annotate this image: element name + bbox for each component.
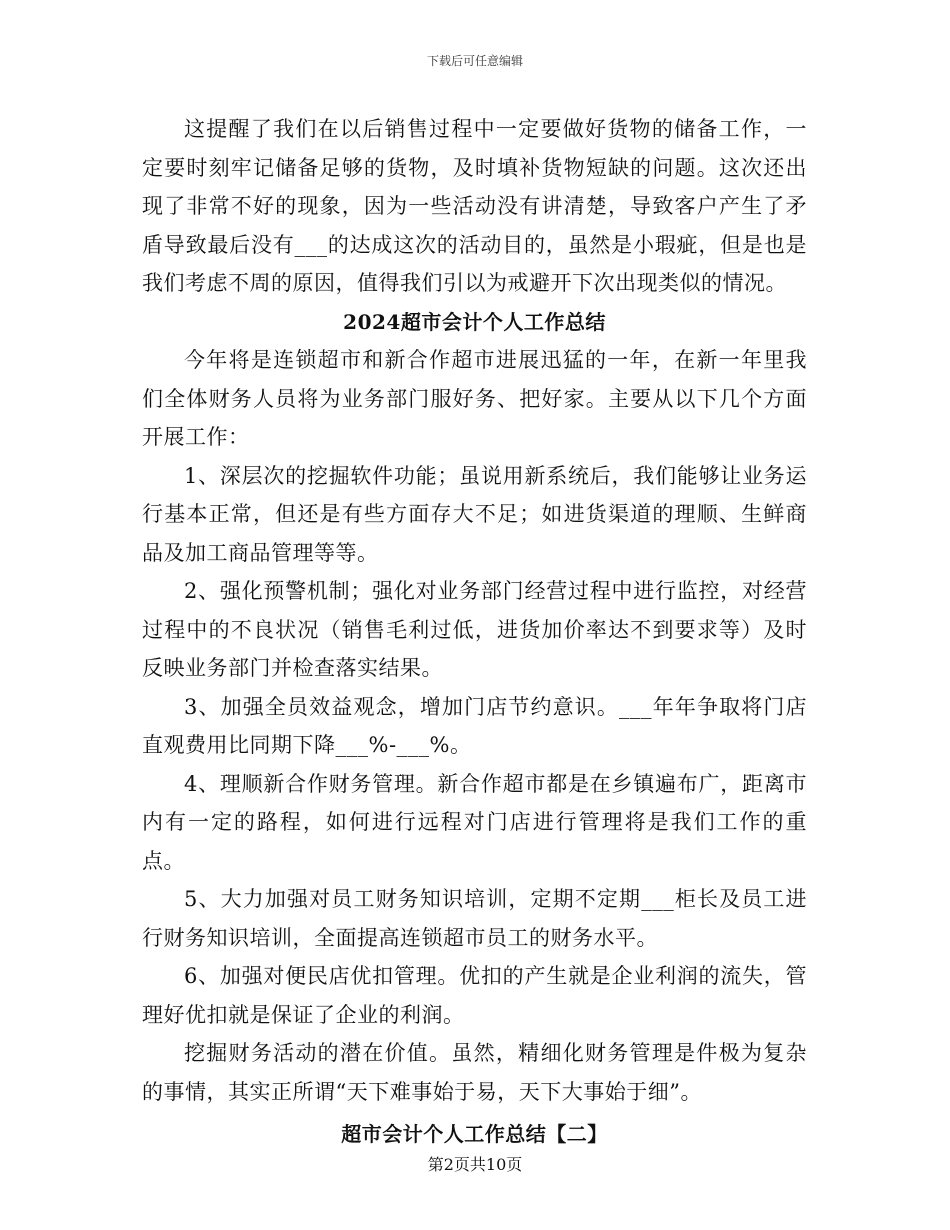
paragraph-conclusion: 挖掘财务活动的潜在价值。虽然，精细化财务管理是件极为复杂的事情，其实正所谓“天下难事始于易，天下大事始于细”。 xyxy=(142,1041,807,1104)
list-item-4: 4、理顺新合作财务管理。新合作超市都是在乡镇遍布广，距离市内有一定的路程，如何进行远程对门店进行管理将是我们工作的重点。 xyxy=(142,771,807,873)
list-item-6: 6、加强对便民店优扣管理。优扣的产生就是企业利润的流失，管理好优扣就是保证了企业的利润。 xyxy=(142,964,807,1027)
page-number: 第2页共10页 xyxy=(427,1155,523,1174)
list-item-1: 1、深层次的挖掘软件功能；虽说用新系统后，我们能够让业务运行基本正常，但还是有些方面存大不足；如进货渠道的理顺、生鲜商品及加工商品管理等等。 xyxy=(142,463,807,565)
paragraph-intro: 今年将是连锁超市和新合作超市进展迅猛的一年，在新一年里我们全体财务人员将为业务部门服好务、把好家。主要从以下几个方面开展工作： xyxy=(142,348,807,449)
document-body xyxy=(142,110,807,1154)
section-heading-2: 超市会计个人工作总结【二】 xyxy=(341,1122,608,1146)
section-heading-2024: 2024超市会计个人工作总结 xyxy=(343,309,606,334)
list-item-2: 2、强化预警机制；强化对业务部门经营过程中进行监控，对经营过程中的不良状况（销售毛利过低，进货加价率达不到要求等）及时反映业务部门并检查落实结果。 xyxy=(142,579,807,680)
paragraph-1: 这提醒了我们在以后销售过程中一定要做好货物的储备工作，一定要时刻牢记储备足够的货物，及时填补货物短缺的问题。这次还出现了非常不好的现象，因为一些活动没有讲清楚，导致客户产生了矛盾导致最后没有___的达成这次的活动目的，虽然是小瑕疵，但是也是我们考虑不周的原因，值得我们引以为戒避开下次出现类似的情况。 xyxy=(142,117,807,295)
list-item-3: 3、加强全员效益观念，增加门店节约意识。___年年争取将门店直观费用比同期下降___%-___%。 xyxy=(142,694,807,757)
list-item-5: 5、大力加强对员工财务知识培训，定期不定期___柜长及员工进行财务知识培训，全面提高连锁超市员工的财务水平。 xyxy=(142,887,807,950)
header-note: 下载后可任意编辑 xyxy=(426,54,523,68)
